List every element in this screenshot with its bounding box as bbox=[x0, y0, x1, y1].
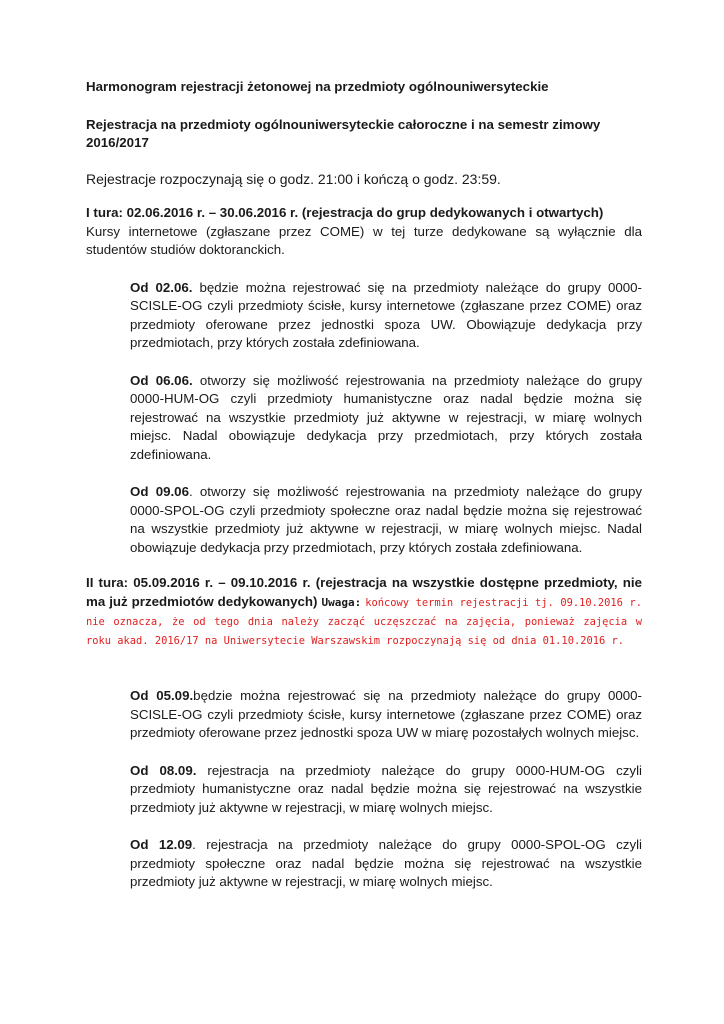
item-date: Od 08.09. bbox=[130, 762, 197, 778]
tour-1-heading: I tura: 02.06.2016 r. – 30.06.2016 r. (rejestracja do grup dedykowanych i otwartych) bbox=[86, 205, 604, 220]
registration-hours: Rejestracje rozpoczynają się o godz. 21:00 i kończą o godz. 23:59. bbox=[86, 170, 501, 187]
tour-2-item bbox=[130, 687, 642, 743]
tour-1-item bbox=[130, 372, 642, 465]
item-text: otworzy się możliwość rejestrowania na przedmioty należące do grupy 0000-HUM-OG czyli przedmioty humanistyczne oraz nadal będzie można się rejestrować na wszystkie przedmioty już aktywne w rejestracji, w miarę wolnych miejsc. Nadal obowiązuje dedykacja przy przedmiotach, przy których została zdefiniowana. bbox=[130, 372, 642, 462]
tour-2-heading: II tura: 05.09.2016 r. – 09.10.2016 r. (rejestracja na wszystkie dostępne przedmioty, nie ma już przedmiotów dedykowanych) bbox=[86, 575, 642, 609]
item-date: Od 06.06. bbox=[130, 372, 193, 388]
item-date: Od 12.09 bbox=[130, 837, 193, 852]
item-text: . rejestracja na przedmioty należące do grupy 0000-SPOL-OG czyli przedmioty społeczne oraz nadal będzie można się rejestrować na wszystkie przedmioty już aktywne w rejestracji, w miarę wolnych miejsc. bbox=[130, 837, 642, 889]
document-subtitle: Rejestracja na przedmioty ogólnouniwersyteckie całoroczne i na semestr zimowy 2016/2017 bbox=[86, 116, 601, 150]
note-label: Uwaga: bbox=[321, 595, 362, 609]
item-date: Od 05.09. bbox=[130, 688, 194, 703]
document-page bbox=[86, 78, 642, 911]
tour-1-item bbox=[130, 279, 642, 353]
item-date: Od 09.06 bbox=[130, 484, 189, 499]
item-text: . otworzy się możliwość rejestrowania na przedmioty należące do grupy 0000-SPOL-OG czyli przedmioty społeczne oraz nadal będzie można się rejestrować na wszystkie przedmioty już aktywne w rejestracji, w miarę wolnych miejsc. Nadal obowiązuje dedykacja przy przedmiotach, przy których została zdefiniowana. bbox=[130, 484, 642, 555]
tour-1-description: Kursy internetowe (zgłaszane przez COME) w tej turze dedykowane są wyłącznie dla studentów studiów doktoranckich. bbox=[86, 223, 642, 257]
tour-2-block bbox=[86, 574, 642, 649]
item-date: Od 02.06. bbox=[130, 279, 193, 295]
item-text: rejestracja na przedmioty należące do grupy 0000-HUM-OG czyli przedmioty humanistyczne oraz nadal będzie można się rejestrować na wszystkie przedmioty już aktywne w rejestracji, w miarę wolnych miejsc. bbox=[130, 762, 642, 815]
note-text: końcowy termin rejestracji tj. 09.10.2016 r. nie oznacza, że od tego dnia należy zacząć uczęszczać na zajęcia, ponieważ zajęcia w roku akad. 2016/17 na Uniwersytecie Warszawskim rozpoczynają się od dnia 01.10.2016 r. bbox=[86, 596, 643, 647]
tour-1-item bbox=[130, 483, 642, 557]
document-title: Harmonogram rejestracji żetonowej na przedmioty ogólnouniwersyteckie bbox=[86, 79, 549, 94]
item-text: będzie można rejestrować się na przedmioty należące do grupy 0000-SCISLE-OG czyli przedmioty ścisłe, kursy internetowe (zgłaszane przez COME) oraz przedmioty oferowane przez jednostki spoza UW. Obowiązuje dedykacja przy przedmiotach, przy których została zdefiniowana. bbox=[130, 279, 642, 350]
item-text: będzie można rejestrować się na przedmioty należące do grupy 0000-SCISLE-OG czyli przedmioty ścisłe, kursy internetowe (zgłaszane przez COME) oraz przedmioty oferowane przez jednostki spoza UW w miarę pozostałych wolnych miejsc. bbox=[130, 688, 642, 740]
tour-2-item bbox=[130, 836, 642, 892]
tour-2-item bbox=[130, 762, 642, 818]
